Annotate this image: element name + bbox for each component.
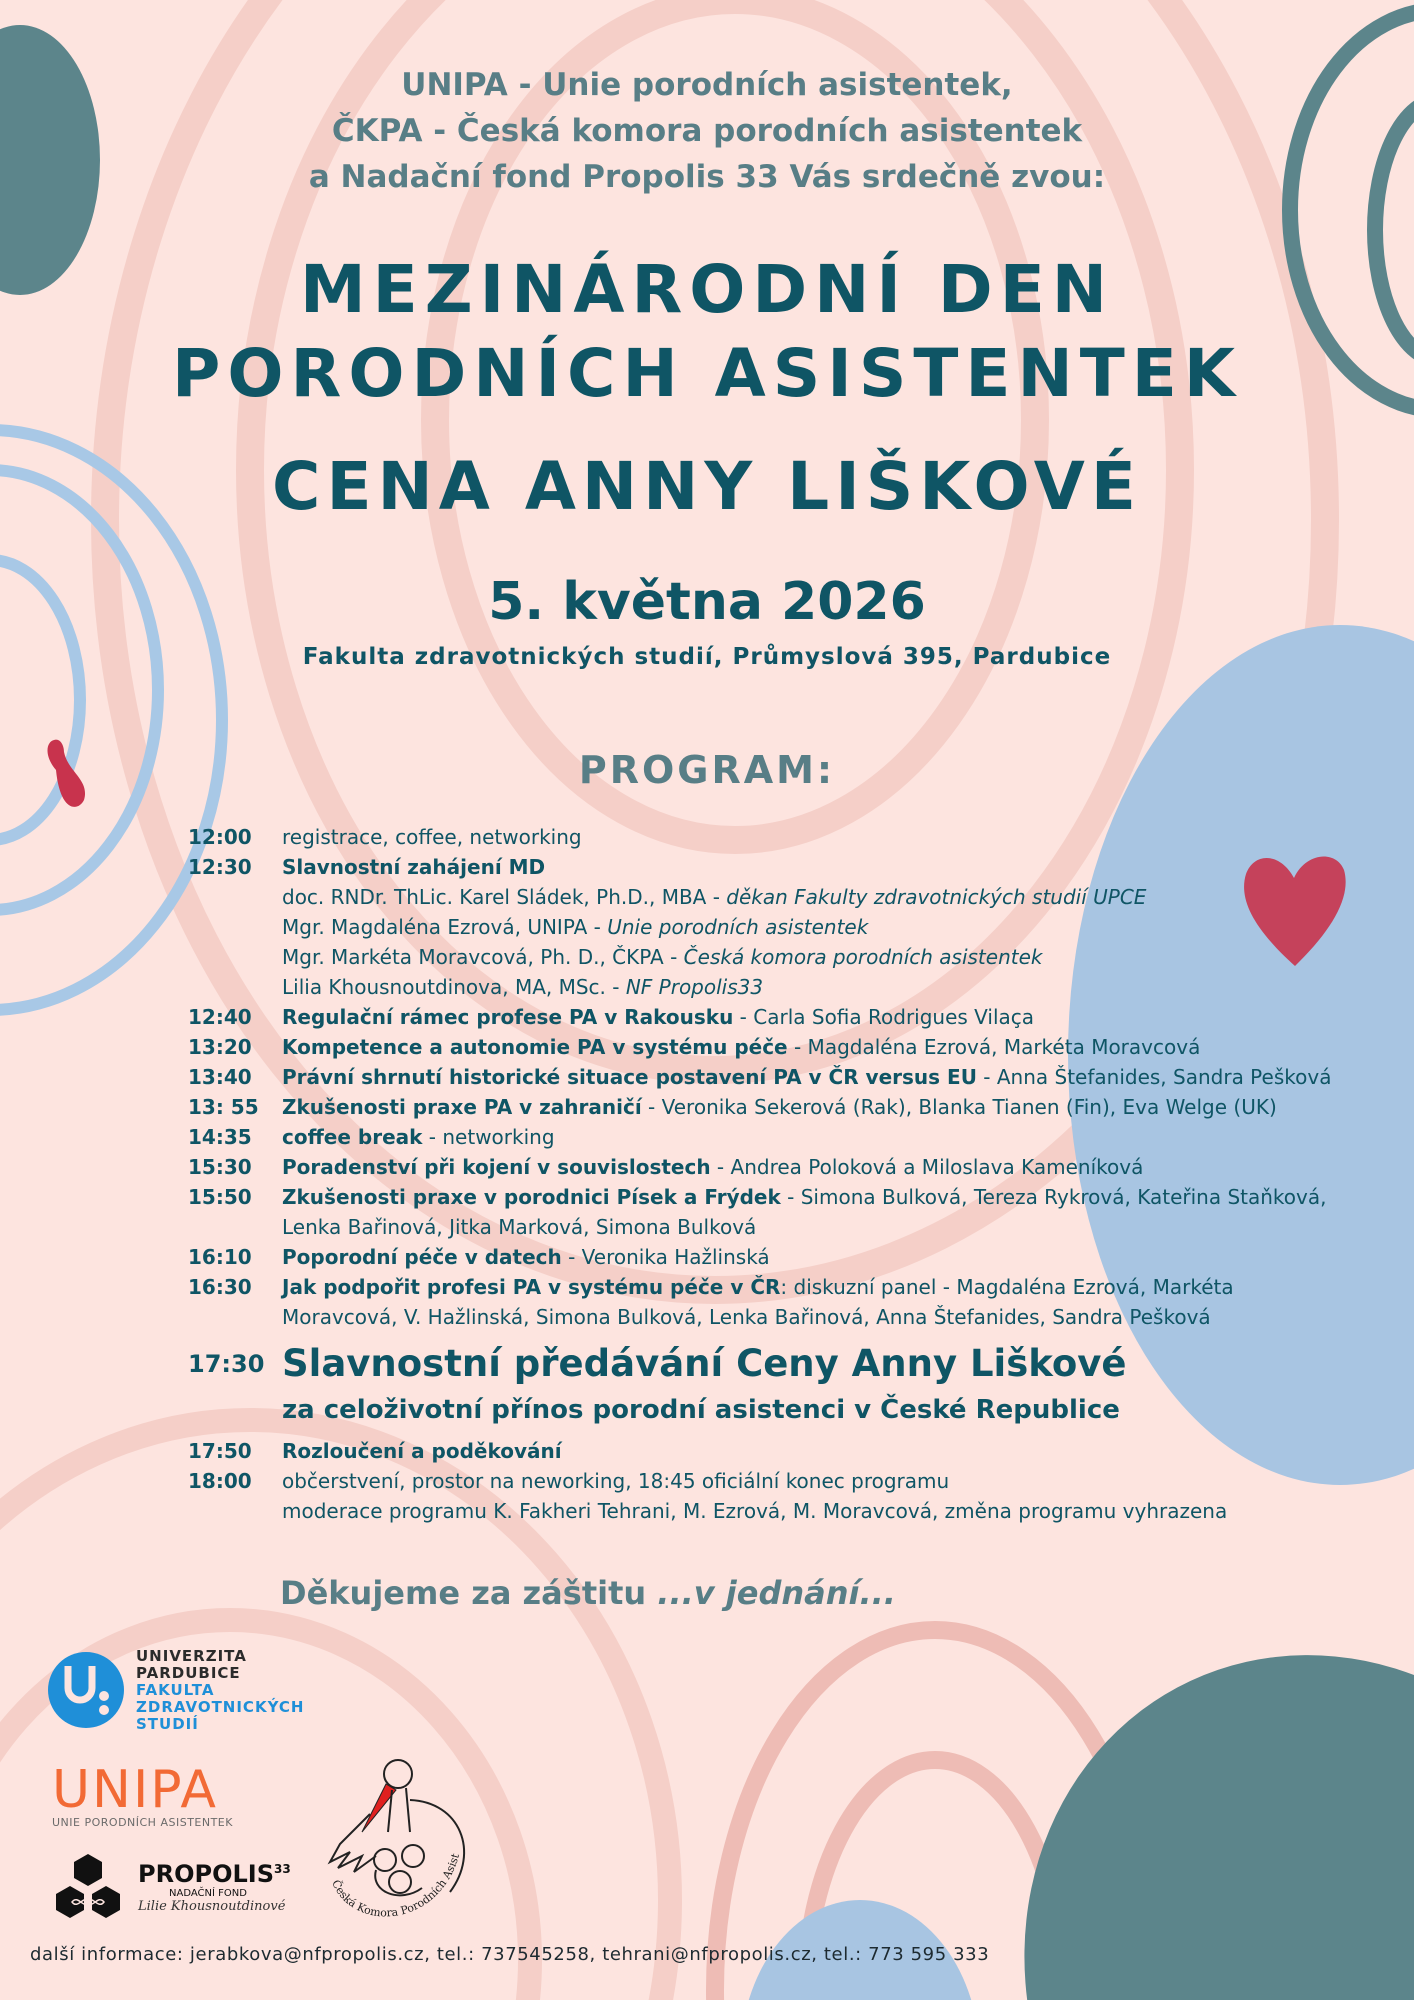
upce-line: FAKULTA bbox=[136, 1681, 215, 1699]
program-desc bbox=[282, 1272, 1338, 1332]
program-item bbox=[188, 1062, 1338, 1092]
program-topic: Zkušenosti praxe PA v zahraničí bbox=[282, 1095, 642, 1119]
unipa-subtitle: UNIE PORODNÍCH ASISTENTEK bbox=[52, 1816, 233, 1829]
program-item bbox=[188, 1002, 1338, 1032]
thanks-status: ...v jednání... bbox=[657, 1574, 896, 1612]
program-topic: Jak podpořit profesi PA v systému péče v ČR bbox=[282, 1275, 781, 1299]
organizers-block bbox=[0, 62, 1414, 200]
upce-logo bbox=[48, 1648, 328, 1744]
upce-line: ZDRAVOTNICKÝCH bbox=[136, 1698, 305, 1716]
speaker-role: Česká komora porodních asistentek bbox=[683, 945, 1043, 969]
program-speakers: - Anna Štefanides, Sandra Pešková bbox=[976, 1065, 1332, 1089]
program-speakers: - Andrea Poloková a Miloslava Kameníková bbox=[710, 1155, 1144, 1179]
upce-line: STUDIÍ bbox=[136, 1715, 199, 1733]
program-time: 12:00 bbox=[188, 825, 252, 849]
program-speakers: - Simona Bulková, Tereza Rykrová, Kateřina Staňková, Lenka Bařinová, Jitka Marková, Simona Bulková bbox=[282, 1185, 1327, 1239]
program-topic: Právní shrnutí historické situace postavení PA v ČR versus EU bbox=[282, 1065, 977, 1089]
program-topic: Poradenství při kojení v souvislostech bbox=[282, 1155, 711, 1179]
program-time: 17:30 bbox=[188, 1350, 265, 1378]
speaker-name: doc. RNDr. ThLic. Karel Sládek, Ph.D., MBA - bbox=[282, 885, 727, 909]
program-time: 17:50 bbox=[188, 1439, 252, 1463]
stork-icon bbox=[310, 1752, 480, 1932]
program-speakers: - Carla Sofia Rodrigues Vilaça bbox=[733, 1005, 1035, 1029]
program-time: 15:30 bbox=[188, 1155, 252, 1179]
program-item bbox=[188, 1122, 1338, 1152]
program-desc bbox=[282, 1092, 1338, 1122]
program-topic: Zkušenosti praxe v porodnici Písek a Frýdek bbox=[282, 1185, 781, 1209]
unipa-logo bbox=[52, 1760, 252, 1834]
opening-speaker bbox=[188, 912, 1338, 942]
program-time: 13:20 bbox=[188, 1035, 252, 1059]
propolis-subtitle: NADAČNÍ FOND bbox=[169, 1888, 247, 1899]
program-time: 18:00 bbox=[188, 1469, 252, 1493]
program-item bbox=[188, 1242, 1338, 1272]
event-venue: Fakulta zdravotnických studií, Průmyslová 395, Pardubice bbox=[302, 644, 1112, 670]
program-time: 13: 55 bbox=[188, 1095, 259, 1119]
propolis-sup: 33 bbox=[273, 1862, 291, 1876]
program-desc bbox=[282, 1032, 1338, 1062]
program-time: 16:10 bbox=[188, 1245, 252, 1269]
speaker-role: Unie porodních asistentek bbox=[607, 915, 869, 939]
ckpa-logo bbox=[310, 1752, 480, 1932]
propolis-hexagon-icon bbox=[50, 1852, 126, 1928]
program-topic: Regulační rámec profese PA v Rakousku bbox=[282, 1005, 734, 1029]
program-item bbox=[188, 1182, 1338, 1242]
organizer-line: a Nadační fond Propolis 33 Vás srdečně zvou: bbox=[308, 159, 1106, 195]
program-desc bbox=[282, 1062, 1338, 1092]
program-schedule bbox=[188, 822, 1338, 1526]
program-desc bbox=[282, 822, 1338, 852]
upce-logo-icon bbox=[48, 1652, 124, 1728]
program-speakers: - Veronika Sekerová (Rak), Blanka Tianen (Fin), Eva Welge (UK) bbox=[641, 1095, 1277, 1119]
program-item bbox=[188, 852, 1338, 882]
program-speakers: - Magdaléna Ezrová, Markéta Moravcová bbox=[787, 1035, 1201, 1059]
propolis-signature: Lilie Khousnoutdinové bbox=[138, 1899, 286, 1914]
program-topic: Poporodní péče v datech bbox=[282, 1245, 562, 1269]
event-date: 5. května 2026 bbox=[488, 572, 926, 632]
event-title-line1: MEZINÁRODNÍ DEN bbox=[299, 251, 1115, 328]
opening-speaker bbox=[188, 882, 1338, 912]
program-desc bbox=[282, 852, 1338, 882]
svg-text:Česká Komora Porodních Asisten bbox=[310, 1752, 462, 1919]
speaker-name: Mgr. Markéta Moravcová, Ph. D., ČKPA - bbox=[282, 945, 684, 969]
program-item bbox=[188, 822, 1338, 852]
award-ceremony-title: Slavnostní předávání Ceny Anny Liškové bbox=[282, 1342, 1127, 1385]
program-time: 13:40 bbox=[188, 1065, 252, 1089]
propolis-logo bbox=[50, 1852, 290, 1932]
program-topic: Rozloučení a poděkování bbox=[282, 1439, 562, 1463]
upce-line: PARDUBICE bbox=[136, 1664, 241, 1682]
program-item bbox=[188, 1152, 1338, 1182]
program-item bbox=[188, 1092, 1338, 1122]
thanks-text: Děkujeme za záštitu bbox=[280, 1574, 658, 1612]
program-speakers: - Veronika Hažlinská bbox=[561, 1245, 770, 1269]
program-item bbox=[188, 1436, 1338, 1466]
speaker-role: NF Propolis33 bbox=[625, 975, 764, 999]
propolis-wordmark: PROPOLIS bbox=[138, 1860, 274, 1888]
ckpa-logo-text: Česká Komora Porodních Asist bbox=[329, 1851, 463, 1920]
program-speakers: : diskuzní panel - Magdaléna Ezrová, Markéta Moravcová, V. Hažlinská, Simona Bulková, Lenka Bařinová, Anna Štefanides, Sandra Pešková bbox=[282, 1275, 1234, 1329]
patronage-thanks bbox=[280, 1574, 896, 1612]
speaker-name: Mgr. Magdaléna Ezrová, UNIPA - bbox=[282, 915, 608, 939]
program-time: 14:35 bbox=[188, 1125, 252, 1149]
program-time: 15:50 bbox=[188, 1185, 252, 1209]
program-desc bbox=[282, 1182, 1338, 1242]
event-title-line2: PORODNÍCH ASISTENTEK bbox=[172, 335, 1242, 412]
speaker-name: Lilia Khousnoutdinova, MA, MSc. - bbox=[282, 975, 626, 999]
program-item bbox=[188, 1032, 1338, 1062]
program-topic: coffee break bbox=[282, 1125, 423, 1149]
program-desc: občerstvení, prostor na neworking, 18:45 oficiální konec programu bbox=[282, 1469, 950, 1493]
program-item-award bbox=[188, 1340, 1338, 1388]
event-title bbox=[0, 248, 1414, 416]
upce-line: UNIVERZITA bbox=[136, 1647, 247, 1665]
program-topic: Kompetence a autonomie PA v systému péče bbox=[282, 1035, 788, 1059]
program-topic: Slavnostní zahájení MD bbox=[282, 855, 546, 879]
program-speakers: registrace, coffee, networking bbox=[282, 825, 582, 849]
opening-speaker bbox=[188, 972, 1338, 1002]
program-heading: PROGRAM: bbox=[578, 748, 836, 792]
program-desc bbox=[282, 1242, 1338, 1272]
program-speakers: - networking bbox=[422, 1125, 555, 1149]
program-desc bbox=[282, 1436, 1338, 1466]
opening-speaker bbox=[188, 942, 1338, 972]
program-time: 12:40 bbox=[188, 1005, 252, 1029]
speaker-role: děkan Fakulty zdravotnických studií UPCE bbox=[726, 885, 1147, 909]
unipa-wordmark: UNIPA bbox=[52, 1760, 218, 1820]
program-desc bbox=[282, 1122, 1338, 1152]
program-time: 12:30 bbox=[188, 855, 252, 879]
program-desc bbox=[282, 1152, 1338, 1182]
contact-info: další informace: jerabkova@nfpropolis.cz, tel.: 737545258, tehrani@nfpropolis.cz, tel.: 773 595 333 bbox=[30, 1944, 990, 1965]
award-subtitle: za celoživotní přínos porodní asistenci v České Republice bbox=[282, 1395, 1120, 1425]
program-item bbox=[188, 1466, 1338, 1496]
program-item bbox=[188, 1272, 1338, 1332]
award-title: CENA ANNY LIŠKOVÉ bbox=[272, 448, 1142, 525]
organizer-line: ČKPA - Česká komora porodních asistentek bbox=[331, 113, 1083, 149]
organizer-line: UNIPA - Unie porodních asistentek, bbox=[401, 67, 1013, 103]
program-desc bbox=[282, 1002, 1338, 1032]
program-time: 16:30 bbox=[188, 1275, 252, 1299]
moderation-note: moderace programu K. Fakheri Tehrani, M. Ezrová, M. Moravcová, změna programu vyhrazena bbox=[282, 1499, 1228, 1523]
